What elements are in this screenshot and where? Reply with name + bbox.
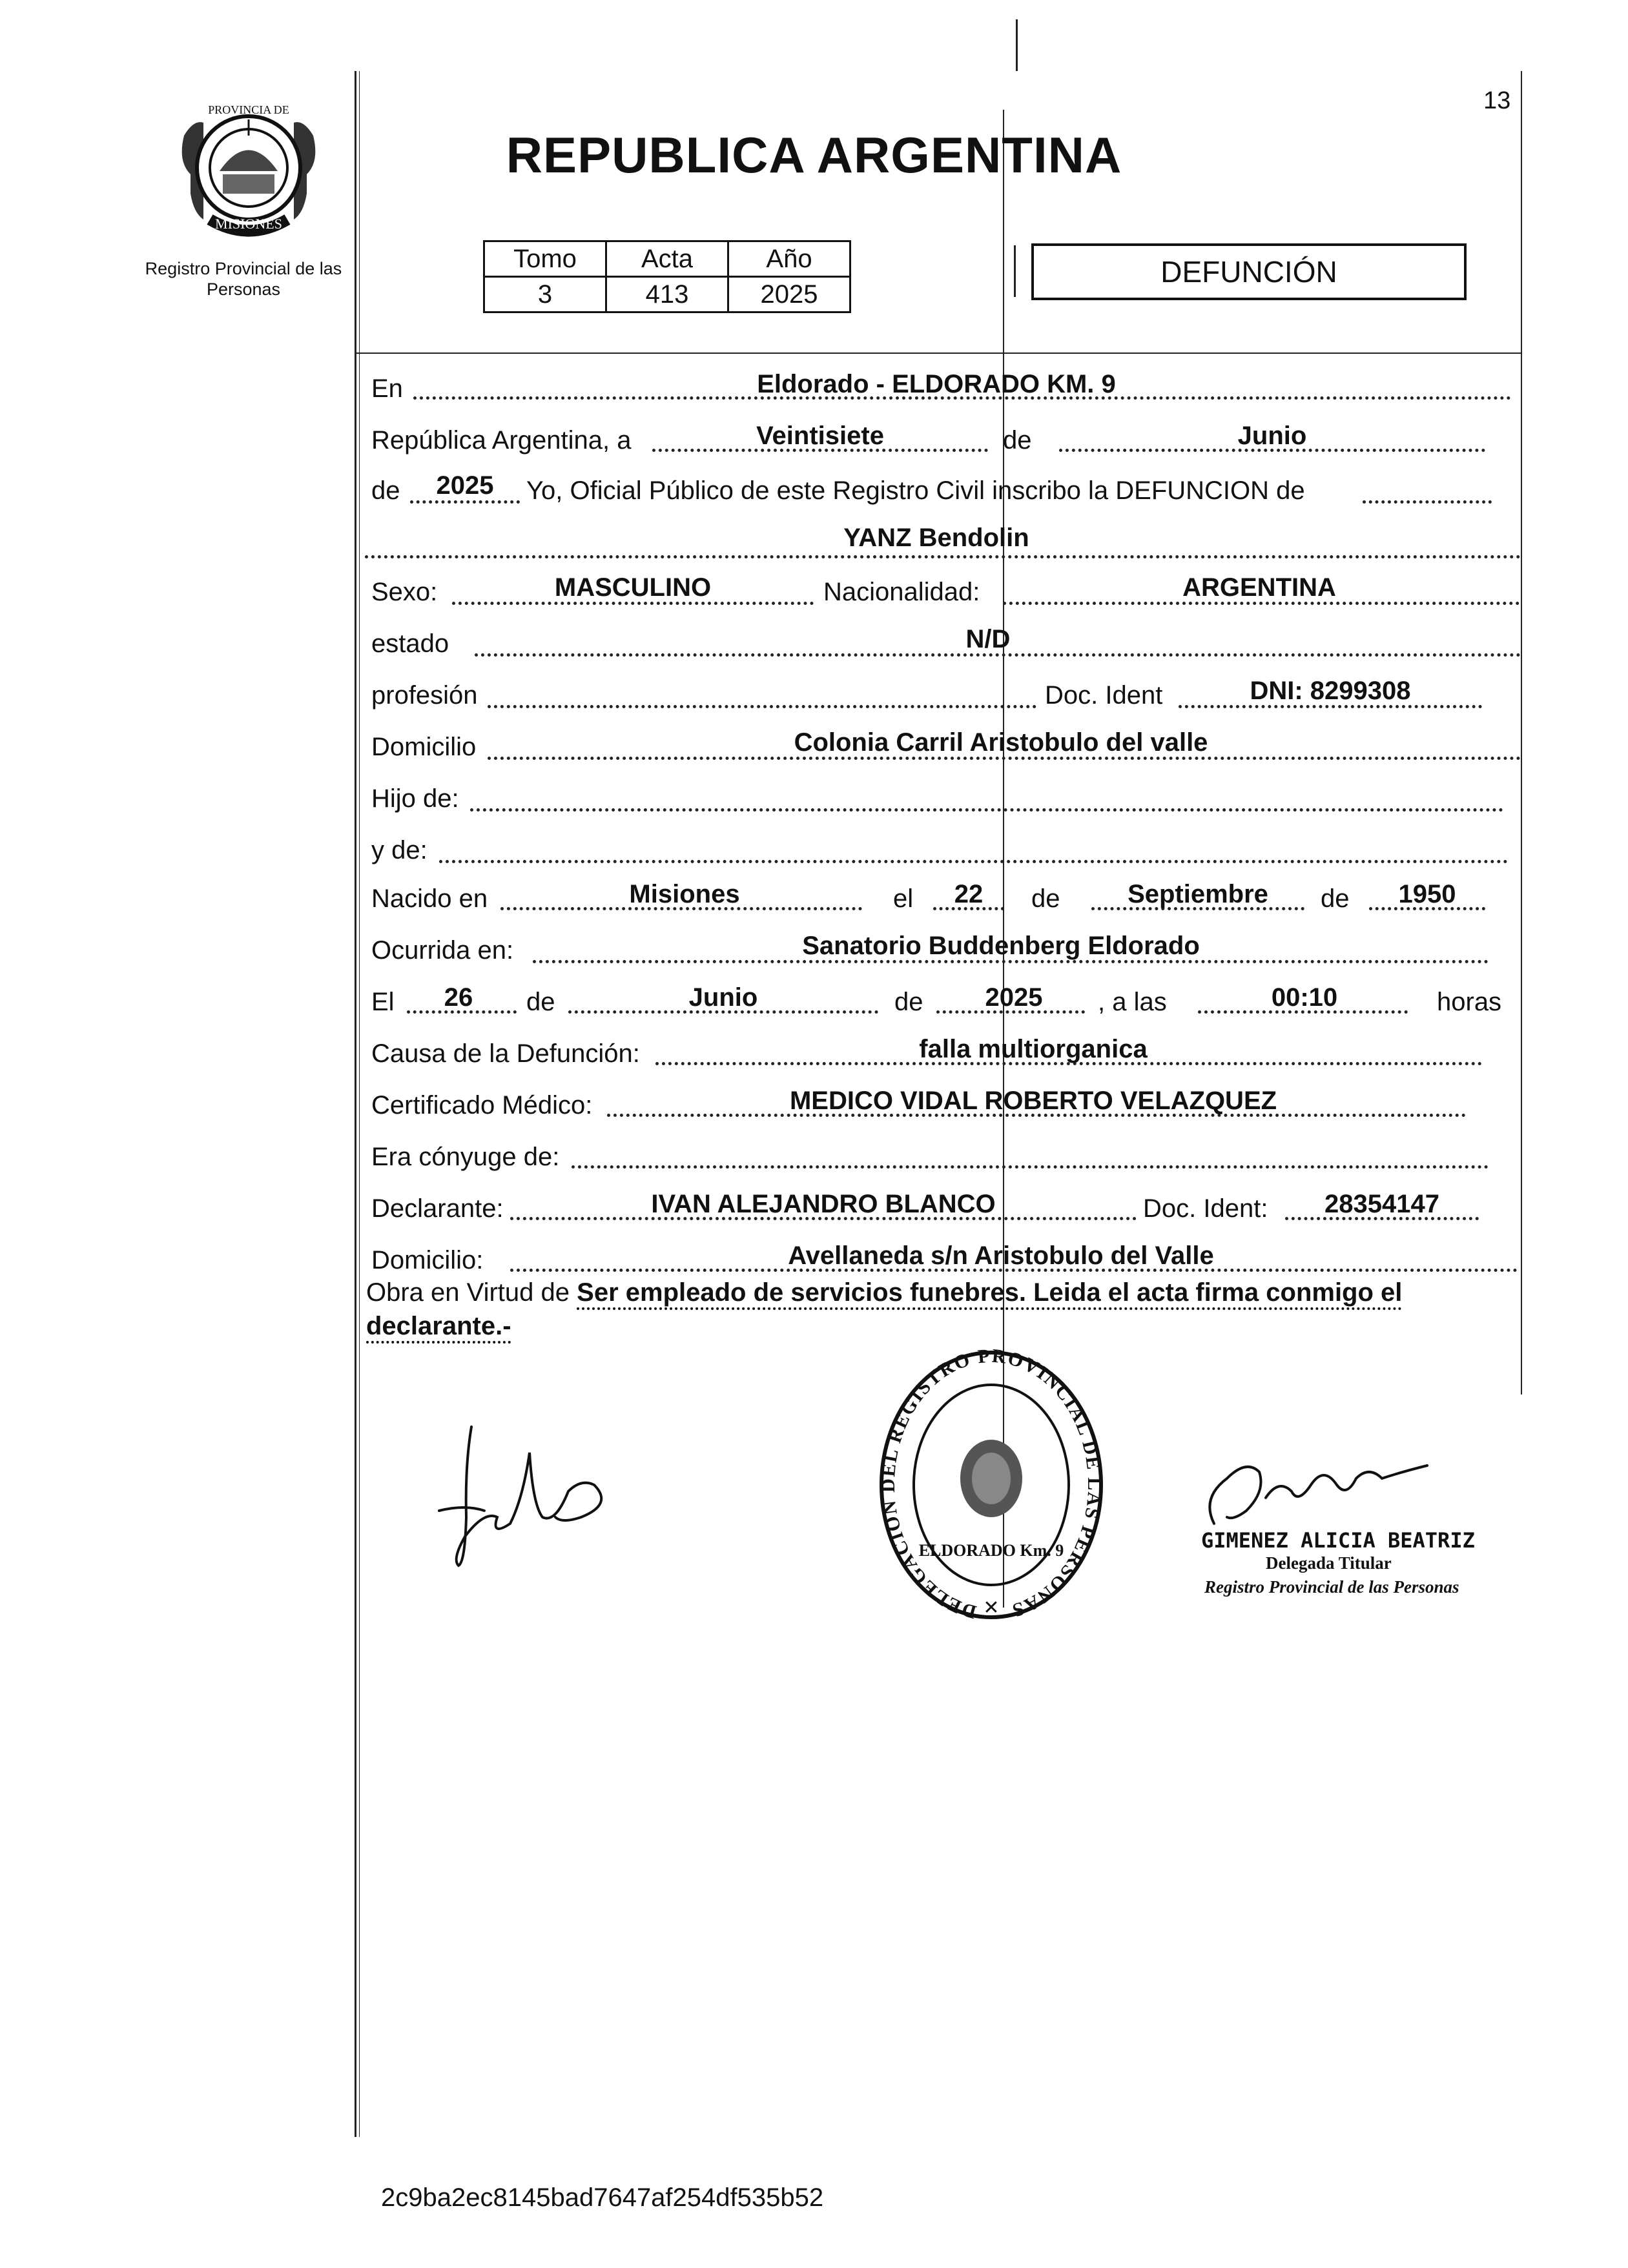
mes-text-value: Junio bbox=[1237, 422, 1307, 450]
ocurrida-dots bbox=[533, 960, 1489, 963]
de-label-5: de bbox=[526, 988, 555, 1016]
domicilio2-value: Avellaneda s/n Aristobulo del Valle bbox=[788, 1241, 1214, 1270]
svg-text:DELEGACION DEL REGISTRO PROVIN: DELEGACION DEL REGISTRO PROVINCIAL DE LAS PERSONAS bbox=[877, 1349, 1106, 1623]
domicilio-value: Colonia Carril Aristobulo del valle bbox=[794, 728, 1208, 757]
record-type-label: DEFUNCIÓN bbox=[1031, 243, 1467, 300]
def-anio-value: 2025 bbox=[985, 983, 1043, 1012]
causa-value: falla multiorganica bbox=[919, 1035, 1148, 1063]
de-label-4: de bbox=[1321, 884, 1350, 913]
domicilio2-label: Domicilio: bbox=[371, 1246, 484, 1274]
profesion-dots bbox=[488, 705, 1036, 708]
yde-label: y de: bbox=[371, 836, 428, 864]
estado-label: estado bbox=[371, 629, 449, 658]
hijo-label: Hijo de: bbox=[371, 784, 459, 813]
obra-value: Ser empleado de servicios funebres. Leida el acta firma conmigo el declarante.- bbox=[366, 1278, 1403, 1340]
def-mes-value: Junio bbox=[688, 983, 758, 1012]
register-header-row bbox=[484, 241, 850, 277]
hora-value: 00:10 bbox=[1271, 983, 1338, 1012]
def-dia-value: 26 bbox=[444, 983, 473, 1012]
nac-dia-value: 22 bbox=[954, 880, 984, 908]
officer-signature bbox=[1188, 1440, 1447, 1543]
register-values-row bbox=[484, 277, 850, 312]
nacionalidad-value: ARGENTINA bbox=[1182, 573, 1336, 602]
register-table bbox=[483, 240, 851, 313]
certificado-value: MEDICO VIDAL ROBERTO VELAZQUEZ bbox=[789, 1087, 1277, 1115]
nacido-label: Nacido en bbox=[371, 884, 488, 913]
doc2-label: Doc. Ident: bbox=[1143, 1194, 1268, 1223]
obra-paragraph bbox=[366, 1276, 1512, 1343]
nac-anio-value: 1950 bbox=[1398, 880, 1456, 908]
domicilio-dots bbox=[488, 757, 1521, 760]
en-value: Eldorado - ELDORADO KM. 9 bbox=[757, 370, 1116, 398]
doc-ident-label: Doc. Ident bbox=[1045, 681, 1163, 710]
official-stamp bbox=[875, 1349, 1108, 1633]
el-label: el bbox=[893, 884, 914, 913]
ocurrida-label: Ocurrida en: bbox=[371, 936, 514, 965]
svg-text:PROVINCIA DE: PROVINCIA DE bbox=[208, 103, 289, 116]
register-value-acta: 413 bbox=[606, 277, 728, 312]
dia-text-value: Veintisiete bbox=[756, 422, 884, 450]
de-label-1: de bbox=[1003, 426, 1032, 455]
page-number: 13 bbox=[1483, 87, 1511, 114]
register-value-tomo: 3 bbox=[484, 277, 606, 312]
de-label-6: de bbox=[894, 988, 923, 1016]
ocurrida-value: Sanatorio Buddenberg Eldorado bbox=[802, 932, 1200, 960]
form-top-line bbox=[355, 352, 1521, 354]
estado-value: N/D bbox=[965, 625, 1011, 653]
register-value-anio: 2025 bbox=[728, 277, 850, 312]
svg-text:ELDORADO Km. 9: ELDORADO Km. 9 bbox=[918, 1541, 1064, 1560]
deflabel-side-line bbox=[1014, 245, 1016, 297]
nacionalidad-label: Nacionalidad: bbox=[823, 578, 980, 606]
sexo-dots bbox=[452, 602, 814, 605]
republica-label: República Argentina, a bbox=[371, 426, 632, 455]
doc-ident-value: DNI: 8299308 bbox=[1250, 677, 1411, 705]
profesion-label: profesión bbox=[371, 681, 478, 710]
deceased-name: YANZ Bendolin bbox=[843, 524, 1029, 552]
register-header-anio: Año bbox=[728, 241, 850, 277]
conyuge-dots bbox=[572, 1165, 1489, 1169]
yde-dots bbox=[439, 860, 1508, 863]
doc2-value: 28354147 bbox=[1324, 1190, 1439, 1218]
obra-label: Obra en Virtud de bbox=[366, 1278, 570, 1307]
declarante-label: Declarante: bbox=[371, 1194, 504, 1223]
agency-name: Registro Provincial de las Personas bbox=[145, 259, 342, 300]
nac-mes-value: Septiembre bbox=[1128, 880, 1268, 908]
conyuge-label: Era cónyuge de: bbox=[371, 1143, 560, 1171]
nacionalidad-dots bbox=[1003, 602, 1520, 605]
certificado-label: Certificado Médico: bbox=[371, 1091, 593, 1119]
left-border-line-inner bbox=[359, 71, 360, 2137]
oficial-text: Yo, Oficial Público de este Registro Civil inscribo la DEFUNCION de bbox=[526, 476, 1305, 505]
name-dots bbox=[365, 555, 1521, 558]
right-border-line bbox=[1521, 71, 1522, 1395]
officer-name: GIMENEZ ALICIA BEATRIZ bbox=[1201, 1528, 1475, 1553]
declarant-signature bbox=[426, 1414, 633, 1575]
register-header-tomo: Tomo bbox=[484, 241, 606, 277]
register-header-acta: Acta bbox=[606, 241, 728, 277]
year-dots bbox=[410, 500, 520, 504]
hijo-dots bbox=[470, 808, 1503, 812]
svg-text:MISIONES: MISIONES bbox=[215, 216, 282, 232]
oficial-dots bbox=[1363, 500, 1492, 504]
officer-office: Registro Provincial de las Personas bbox=[1204, 1577, 1459, 1597]
en-label: En bbox=[371, 374, 403, 403]
left-border-line bbox=[355, 71, 356, 2137]
fold-line-top bbox=[1016, 19, 1018, 71]
doc-ident-dots bbox=[1179, 705, 1482, 708]
el2-label: El bbox=[371, 988, 395, 1016]
de-label-3: de bbox=[1031, 884, 1060, 913]
year-value: 2025 bbox=[436, 471, 494, 500]
horas-label: horas bbox=[1437, 988, 1502, 1016]
alas-label: , a las bbox=[1098, 988, 1167, 1016]
document-hash: 2c9ba2ec8145bad7647af254df535b52 bbox=[381, 2183, 824, 2212]
svg-text:✕: ✕ bbox=[983, 1597, 1000, 1619]
declarante-value: IVAN ALEJANDRO BLANCO bbox=[651, 1190, 996, 1218]
de-label-2: de bbox=[371, 476, 400, 505]
causa-label: Causa de la Defunción: bbox=[371, 1039, 640, 1068]
officer-role: Delegada Titular bbox=[1266, 1553, 1392, 1573]
domicilio-label: Domicilio bbox=[371, 733, 477, 761]
sexo-label: Sexo: bbox=[371, 578, 438, 606]
document-title: REPUBLICA ARGENTINA bbox=[506, 127, 1122, 183]
sexo-value: MASCULINO bbox=[554, 573, 712, 602]
estado-dots bbox=[475, 653, 1521, 657]
nacido-value: Misiones bbox=[629, 880, 740, 908]
